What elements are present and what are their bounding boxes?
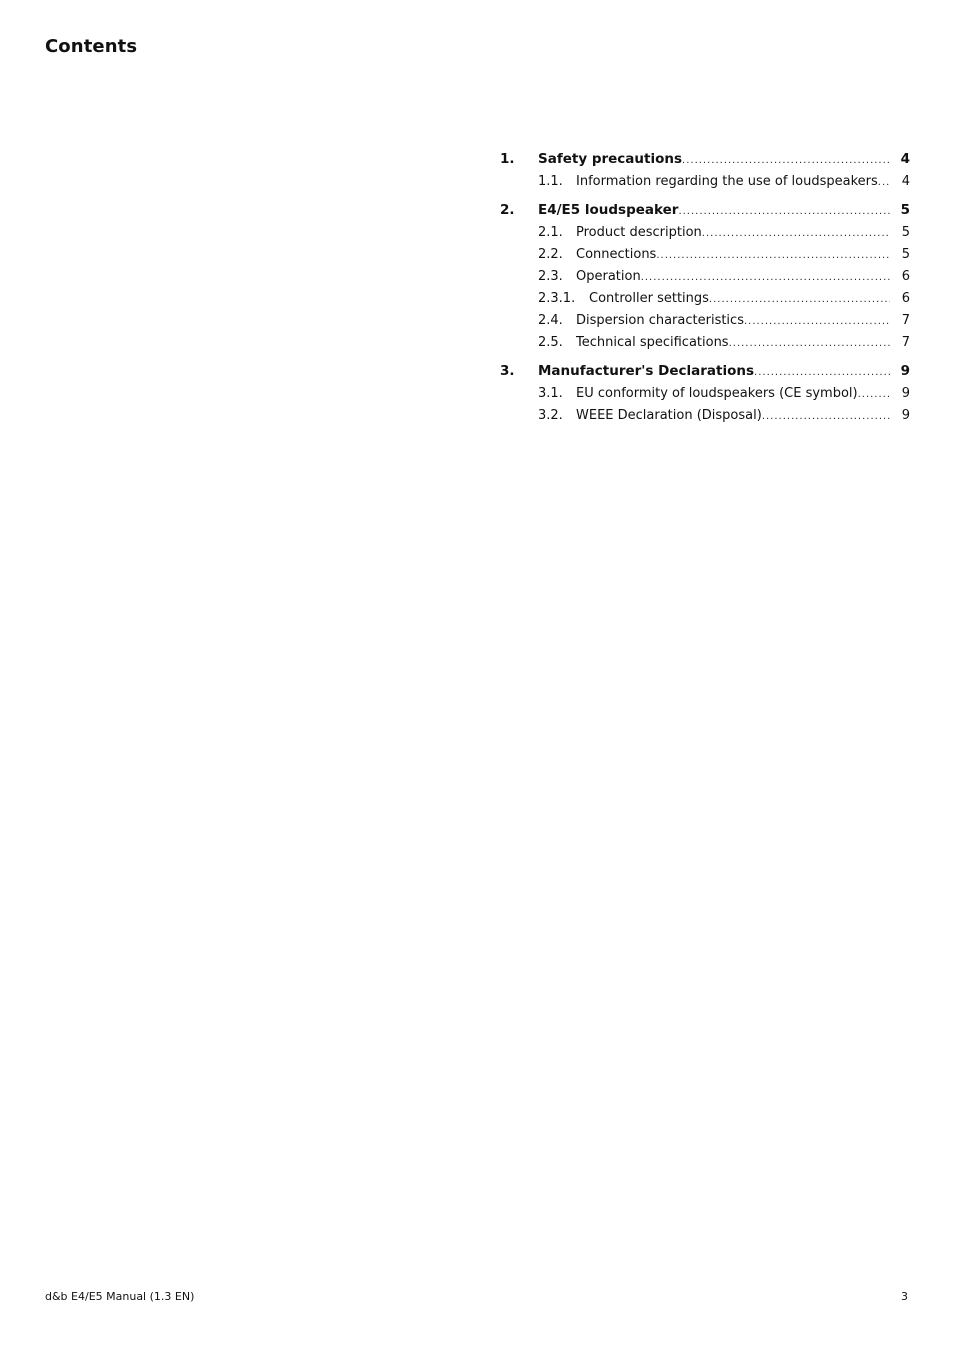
toc-entry-manufacturers-declarations[interactable] [500,359,910,383]
toc-leader-dots [641,267,890,289]
toc-entry-safety-precautions[interactable] [500,147,910,171]
toc-entry-page: 4 [900,151,910,167]
toc-entry-page: 9 [900,363,910,379]
toc-leader-dots [762,406,890,428]
toc-entry-connections[interactable] [500,244,910,266]
toc-entry-controller-settings[interactable] [500,288,910,310]
page-title: Contents [45,36,138,57]
toc-entry-page: 7 [901,313,910,328]
toc-leader-dots [709,289,890,311]
toc-entry-number: 2.5. [538,335,563,350]
toc-leader-dots [754,361,890,385]
toc-entry-number: 2.3.1. [538,291,576,306]
toc-entry-number: 3. [500,363,515,379]
toc-entry-number: 1. [500,151,515,167]
toc-entry-number: 2. [500,202,515,218]
toc-entry-title: Connections [576,247,657,262]
toc-entry-title: Dispersion characteristics [576,313,744,328]
footer-page-number: 3 [901,1290,908,1303]
toc-entry-page: 4 [901,174,910,189]
toc-leader-dots [702,223,890,245]
toc-entry-number: 2.1. [538,225,563,240]
toc-entry-number: 1.1. [538,174,563,189]
toc-entry-title: WEEE Declaration (Disposal) [576,408,762,423]
toc-entry-title: Operation [576,269,641,284]
toc-leader-dots [878,172,890,194]
toc-entry-e4-e5-loudspeaker[interactable] [500,198,910,222]
toc-leader-dots [729,333,890,355]
footer-document-name: d&b E4/E5 Manual (1.3 EN) [45,1290,195,1303]
toc-entry-number: 2.3. [538,269,563,284]
toc-leader-dots [744,311,890,333]
toc-entry-title: Manufacturer's Declarations [538,363,755,379]
toc-entry-information-loudspeakers[interactable] [500,171,910,193]
toc-entry-eu-conformity[interactable] [500,383,910,405]
toc-entry-page: 5 [901,225,910,240]
toc-entry-number: 3.1. [538,386,563,401]
toc-entry-page: 5 [901,247,910,262]
toc-entry-number: 2.2. [538,247,563,262]
toc-entry-page: 5 [900,202,910,218]
table-of-contents [500,147,910,427]
toc-leader-dots [682,149,890,173]
toc-entry-title: Technical specifications [576,335,729,350]
toc-entry-page: 6 [901,291,910,306]
toc-entry-title: Safety precautions [538,151,683,167]
toc-entry-title: Information regarding the use of loudspeakers [576,174,878,189]
toc-entry-title: Controller settings [589,291,709,306]
toc-entry-page: 7 [901,335,910,350]
toc-entry-dispersion-characteristics[interactable] [500,310,910,332]
toc-entry-operation[interactable] [500,266,910,288]
toc-entry-title: Product description [576,225,702,240]
toc-leader-dots [858,384,890,406]
toc-entry-page: 6 [901,269,910,284]
toc-leader-dots [656,245,890,267]
toc-entry-number: 3.2. [538,408,563,423]
toc-entry-number: 2.4. [538,313,563,328]
toc-entry-title: E4/E5 loudspeaker [538,202,679,218]
toc-leader-dots [678,200,890,224]
toc-entry-weee-declaration[interactable] [500,405,910,427]
toc-entry-page: 9 [901,408,910,423]
toc-entry-page: 9 [901,386,910,401]
toc-entry-technical-specifications[interactable] [500,332,910,354]
toc-entry-product-description[interactable] [500,222,910,244]
toc-entry-title: EU conformity of loudspeakers (CE symbol) [576,386,858,401]
